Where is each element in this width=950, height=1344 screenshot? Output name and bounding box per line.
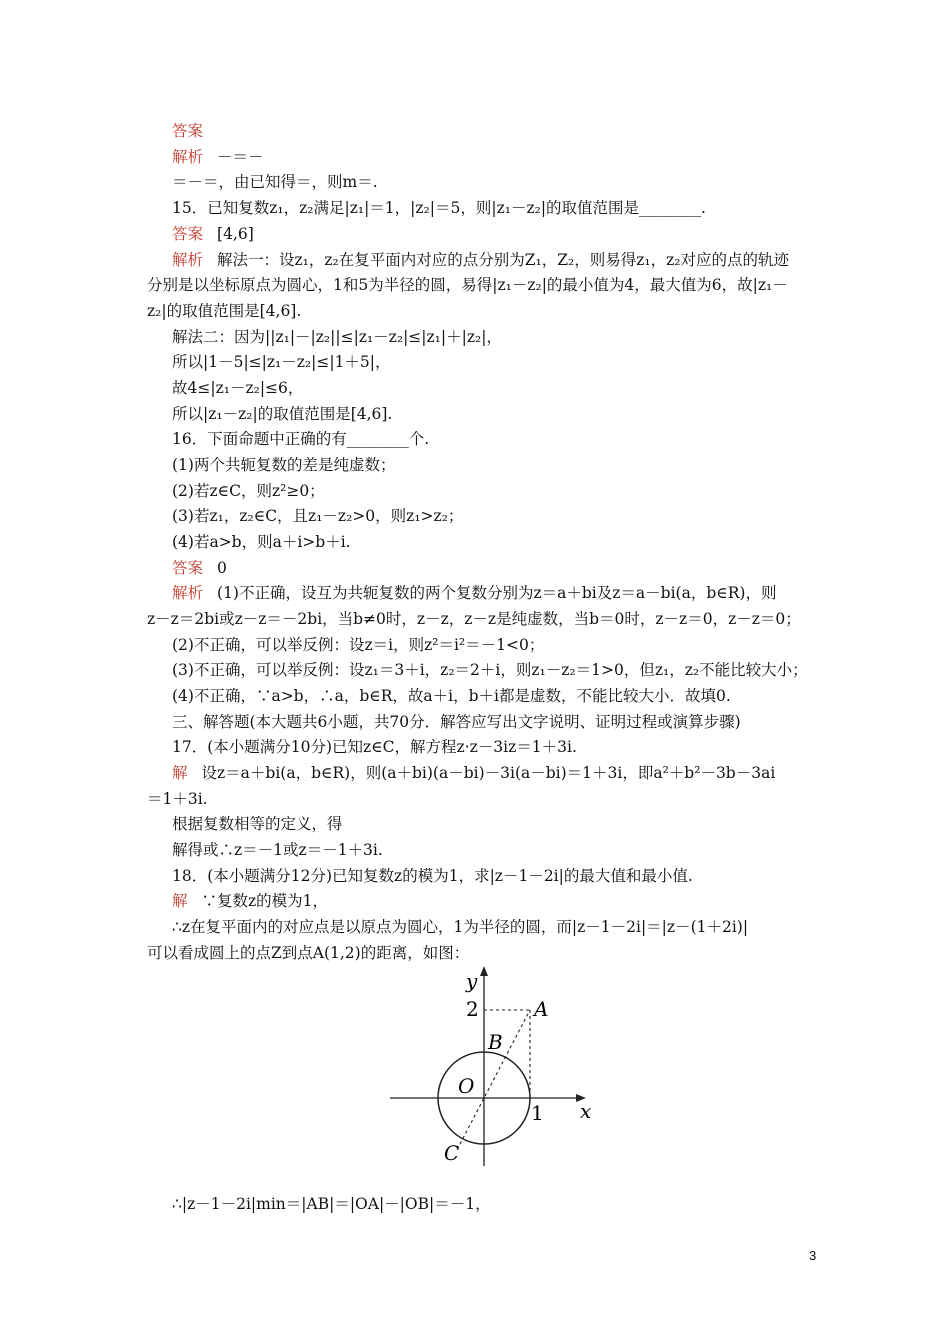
line-text: (1)两个共轭复数的差是纯虚数；	[172, 456, 396, 474]
line-text: 解得或∴z＝－1或z＝－1＋3i.	[172, 841, 383, 859]
line-text: 18．(本小题满分12分)已知复数z的模为1，求|z－1－2i|的最大值和最小值.	[172, 867, 693, 885]
line-text: 根据复数相等的定义，得	[172, 815, 343, 833]
text-line	[172, 814, 343, 834]
line-text: z－z＝2bi或z－z＝－2bi，当b≠0时，z－z，z－z是纯虚数，当b＝0时，z－z＝0，z－z＝0；	[147, 610, 801, 628]
text-line	[172, 558, 227, 578]
text-line	[172, 583, 776, 603]
section-tag: 解	[172, 764, 188, 782]
line-text: －＝－	[217, 148, 264, 166]
label-y: y	[466, 969, 478, 993]
line-text: ∵复数z的模为1，	[201, 892, 329, 910]
line-text: z₂|的取值范围是[4,6].	[147, 302, 302, 320]
label-C: C	[444, 1141, 460, 1165]
complex-plane-diagram	[370, 948, 612, 1180]
text-line	[172, 840, 383, 860]
text-line	[172, 224, 254, 244]
text-line	[172, 198, 706, 218]
line-text: 分别是以坐标原点为圆心，1和5为半径的圆，易得|z₁－z₂|的最小值为4，最大值为6，故|z₁－	[147, 276, 788, 294]
line-text: (3)不正确，可以举反例：设z₁＝3＋i，z₂＝2＋i，则z₁－z₂＝1>0，但z₁，z₂不能比较大小；	[172, 661, 808, 679]
text-line	[147, 275, 788, 295]
text-line	[172, 378, 303, 398]
section-tag: 答案	[172, 225, 204, 243]
text-line	[172, 712, 741, 732]
line-text: (4)若a>b，则a＋i>b＋i.	[172, 533, 351, 551]
line-text: 0	[217, 559, 227, 577]
label-1: 1	[531, 1101, 544, 1125]
text-line	[172, 455, 395, 475]
line-text: 所以|z₁－z₂|的取值范围是[4,6].	[172, 405, 393, 423]
line-text: 15．已知复数z₁，z₂满足|z₁|＝1，|z₂|＝5，则|z₁－z₂|的取值范围是________.	[172, 199, 706, 217]
text-line	[172, 250, 789, 270]
line-text: 故4≤|z₁－z₂|≤6，	[172, 379, 304, 397]
text-line	[172, 532, 351, 552]
label-O: O	[458, 1074, 475, 1098]
line-text: ∴z在复平面内的对应点是以原点为圆心，1为半径的圆，而|z－1－2i|＝|z－(1＋2i)|	[172, 918, 749, 936]
line-text: 16．下面命题中正确的有________个.	[172, 430, 430, 448]
section-tag: 答案	[172, 559, 204, 577]
page-number: 3	[809, 1248, 817, 1263]
text-line	[172, 660, 808, 680]
y-axis-arrow	[480, 966, 488, 976]
text-line	[172, 506, 463, 526]
line-text: (3)若z₁，z₂∈C，且z₁－z₂>0，则z₁>z₂；	[172, 507, 464, 525]
text-line	[172, 327, 502, 347]
text-line	[172, 1194, 491, 1214]
line-text: 解法一：设z₁，z₂在复平面内对应的点分别为Z₁，Z₂，则易得z₁，z₂对应的点的轨迹	[217, 251, 790, 269]
text-line	[172, 147, 264, 167]
text-line	[172, 429, 429, 449]
label-A: A	[534, 997, 549, 1021]
line-text: (2)若z∈C，则z²≥0；	[172, 482, 325, 500]
section-tag: 解	[172, 892, 188, 910]
text-line	[172, 917, 748, 937]
line-text: 所以|1－5|≤|z₁－z₂|≤|1＋5|，	[172, 353, 391, 371]
section-tag: 解析	[172, 251, 204, 269]
text-line	[172, 121, 217, 141]
text-line	[172, 404, 392, 424]
section-tag: 解析	[172, 584, 204, 602]
label-2: 2	[466, 997, 479, 1021]
section-tag: 答案	[172, 122, 204, 140]
text-line	[147, 609, 801, 629]
line-text: 可以看成圆上的点Z到点A(1,2)的距离，如图：	[147, 944, 470, 962]
line-text: (2)不正确，可以举反例：设z＝i，则z²＝i²＝－1<0；	[172, 636, 545, 654]
section-tag: 解析	[172, 148, 204, 166]
text-line	[147, 789, 208, 809]
text-line	[172, 686, 731, 706]
line-text: ∴|z－1－2i|min＝|AB|＝|OA|－|OB|＝－1，	[172, 1195, 491, 1213]
text-line	[172, 172, 378, 192]
text-line	[172, 763, 775, 783]
line-text: (4)不正确，∵a>b，∴a，b∈R，故a＋i，b＋i都是虚数，不能比较大小．故填0.	[172, 687, 731, 705]
line-text: [4,6]	[217, 225, 254, 243]
line-text: 设z＝a＋bi(a，b∈R)，则(a＋bi)(a－bi)－3i(a－bi)＝1＋3i，即a²＋b²－3b－3ai	[201, 764, 776, 782]
line-text: (1)不正确，设互为共轭复数的两个复数分别为z＝a＋bi及z＝a－bi(a，b∈R)，则	[217, 584, 777, 602]
line-text: 17．(本小题满分10分)已知z∈C，解方程z·z－3iz＝1＋3i.	[172, 738, 577, 756]
text-line	[172, 891, 328, 911]
text-line	[147, 301, 301, 321]
line-text: 解法二：因为||z₁|－|z₂||≤|z₁－z₂|≤|z₁|＋|z₂|，	[172, 328, 502, 346]
label-x: x	[580, 1099, 592, 1123]
text-line	[172, 635, 544, 655]
complex-plane-figure	[370, 948, 612, 1180]
line-text: ＝1＋3i.	[147, 790, 208, 808]
label-B: B	[488, 1030, 503, 1054]
text-line	[172, 866, 693, 886]
text-line	[172, 481, 325, 501]
line-text: 三、解答题(本大题共6小题，共70分．解答应写出文字说明、证明过程或演算步骤)	[172, 713, 741, 731]
line-text: ＝－＝，由已知得＝，则m＝.	[172, 173, 378, 191]
text-line	[172, 352, 391, 372]
text-line	[172, 737, 577, 757]
